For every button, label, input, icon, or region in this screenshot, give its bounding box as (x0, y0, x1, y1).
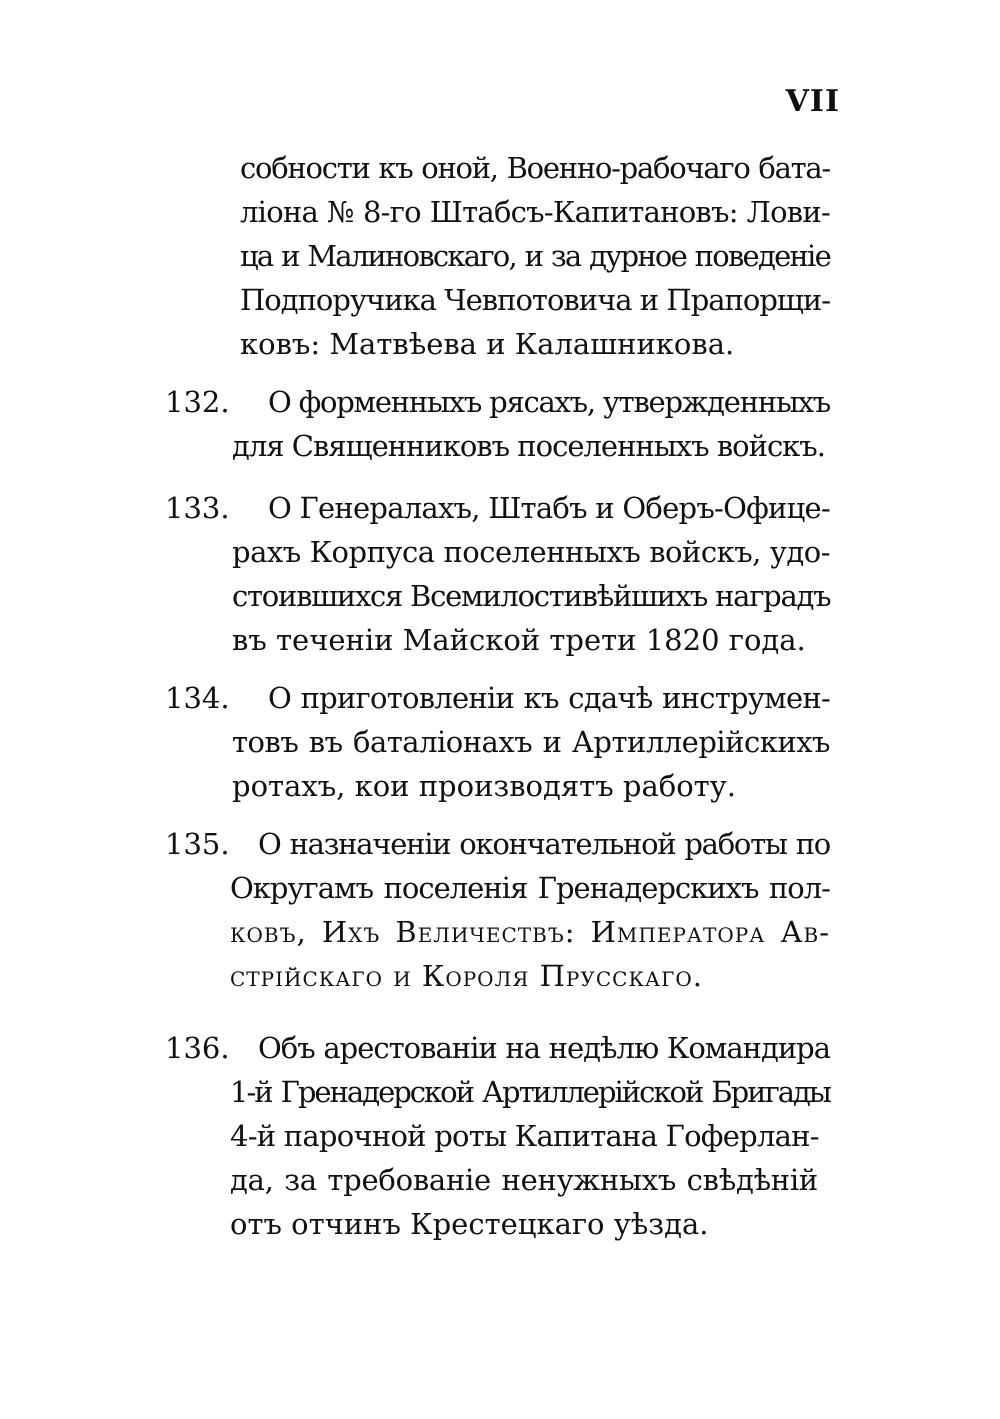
text-line: товъ въ баталіонахъ и Артиллерійскихъ (232, 725, 830, 759)
text-line: въ теченіи Майской трети 1820 года. (232, 623, 806, 657)
text-line: 4-й парочной роты Капитана Гоферлан- (230, 1119, 819, 1153)
entry-number: 134. (165, 681, 230, 715)
text-line: О приготовленіи къ сдачѣ инструмен- (268, 681, 830, 715)
text-line: О Генералахъ, Штабъ и Оберъ-Офице- (268, 491, 830, 525)
text-line: для Священниковъ поселенныхъ войскъ. (232, 429, 825, 463)
text-line: ковъ, Ихъ Величествъ: Императора Ав- (230, 915, 830, 949)
entry-number: 135. (165, 827, 230, 861)
text-line: да, за требованіе ненужныхъ свѣдѣній (230, 1163, 818, 1197)
text-line: О назначеніи окончательной работы по (258, 827, 830, 861)
text-line: ца и Малиновскаго, и за дурное поведеніе (240, 239, 830, 273)
text-line: ліона № 8-го Штабсъ-Капитановъ: Лови- (240, 195, 830, 229)
entry-number: 136. (165, 1031, 230, 1065)
text-line: Объ арестованіи на недѣлю Командира (258, 1031, 830, 1065)
text-line: собности къ оной, Военно-рабочаго бата- (240, 151, 830, 185)
text-line: стоившихся Всемилостивѣйшихъ наградъ (232, 579, 831, 613)
text-line: Подпоручика Чевпотовича и Прапорщи- (240, 283, 830, 317)
text-line: отъ отчинъ Крестецкаго уѣзда. (230, 1207, 709, 1241)
entry-number: 133. (165, 491, 230, 525)
text-line: рахъ Корпуса поселенныхъ войскъ, удо- (232, 535, 830, 569)
text-line: ротахъ, кои производятъ работу. (232, 769, 736, 803)
text-line: ковъ: Матвѣева и Калашникова. (240, 327, 735, 361)
text-line: 1-й Гренадерской Артиллерійской Бригады (230, 1075, 830, 1109)
text-line: стрійскаго и Короля Прусскаго. (230, 959, 703, 993)
text-line: Округамъ поселенія Гренадерскихъ пол- (230, 871, 830, 905)
entry-number: 132. (165, 385, 230, 419)
page-number: VII (785, 84, 840, 119)
text-line: О форменныхъ рясахъ, утвержденныхъ (268, 385, 830, 419)
